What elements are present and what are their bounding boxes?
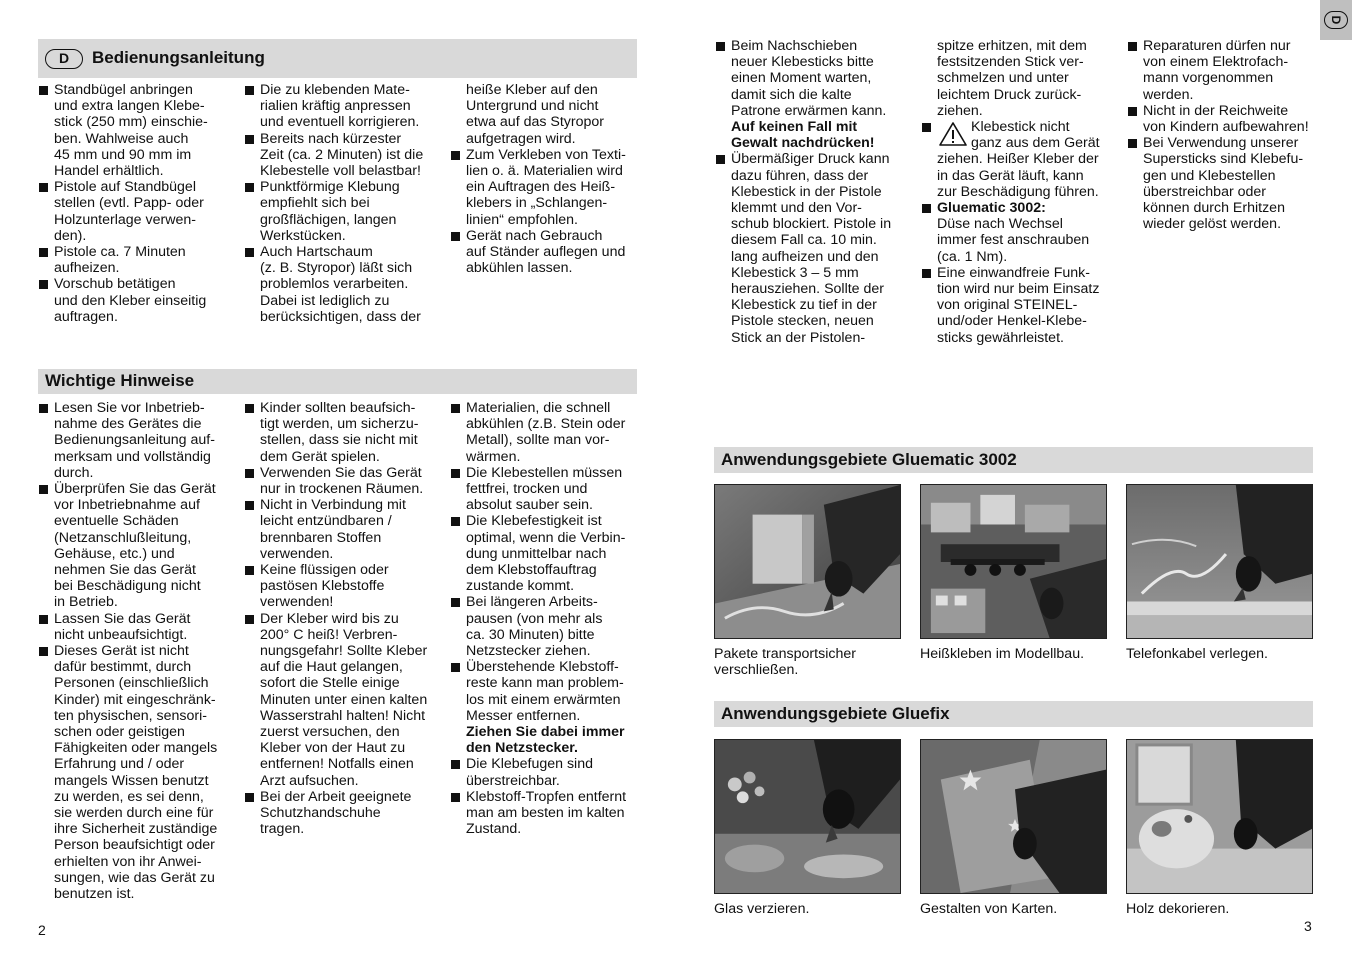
photo-caption: Heißkleben im Modellbau. xyxy=(920,646,1085,662)
section-header-gluematic xyxy=(714,447,1313,473)
list-item: Vorschub betätigen und den Kleber einseitig auftragen. xyxy=(39,276,229,325)
bold-warning-text: Auf keinen Fall mit Gewalt nachdrücken! xyxy=(731,119,875,152)
list-item: Gerät nach Gebrauch auf Ständer auflegen und abkühlen lassen. xyxy=(451,228,641,277)
list-item: Klebstoff-Tropfen entfernt man am besten im kalten Zustand. xyxy=(451,789,646,838)
language-badge: D xyxy=(45,49,83,69)
list-item: Die Klebestellen müssen fettfrei, trocken und absolut sauber sein. xyxy=(451,465,646,514)
page-number-left: 2 xyxy=(38,922,46,938)
right-text-column-2 xyxy=(922,38,1122,346)
bullet-square-icon xyxy=(39,615,48,624)
bullet-square-icon xyxy=(39,404,48,413)
list-item: Eine einwandfreie Funk- tion wird nur beim Einsatz von original STEINEL- und/oder Henkel-Klebe- sticks gewährleistet. xyxy=(922,265,1122,346)
section-header-bedienungsanleitung xyxy=(38,39,637,78)
list-item: Dieses Gerät ist nicht dafür bestimmt, durch Personen (einschließlich Kinder) mit eingeschränk- ten physischen, sensori- schen oder geistigen Fähigkeiten oder mangels Erfahrung und / oder mangels Wissen benutzt zu werden, es sei denn, sie werden durch eine für ihre Sicherheit zuständige Person beaufsichtigt oder erhielten von ihr Anwei- sungen, wie das Gerät zu benutzen ist. xyxy=(39,643,234,902)
bullet-square-icon xyxy=(245,183,254,192)
list-item: Lesen Sie vor Inbetrieb- nahme des Gerätes die Bedienungsanleitung auf- merksam und vollständig durch. xyxy=(39,400,234,481)
photo-card-design xyxy=(920,739,1107,894)
side-tab-letter: D xyxy=(1324,11,1348,29)
continued-text: heiße Kleber auf den Untergrund und nicht etwa auf das Styropor aufgetragen wird. xyxy=(466,82,605,147)
list-item: Bei längeren Arbeits- pausen (von mehr als ca. 30 Minuten) bitte Netzstecker ziehen. xyxy=(451,594,646,659)
bullet-square-icon xyxy=(922,123,931,132)
bullet-square-icon xyxy=(245,615,254,624)
list-item: Keine flüssigen oder pastösen Klebstoffe verwenden! xyxy=(245,562,440,611)
bullet-square-icon xyxy=(451,404,460,413)
section-header-wichtige-hinweise xyxy=(38,369,637,394)
photo-parcel-sealing xyxy=(714,484,901,639)
bullet-square-icon xyxy=(39,280,48,289)
page-number-right: 3 xyxy=(1304,918,1312,934)
list-item: Überprüfen Sie das Gerät vor Inbetriebnahme auf eventuelle Schäden (Netzanschlußleitung, Gehäuse, etc.) und nehmen Sie das Gerät bei Beschädigung nicht in Betrieb. xyxy=(39,481,234,611)
list-item: Bei der Arbeit geeignete Schutzhandschuhe tragen. xyxy=(245,789,440,838)
bullet-square-icon xyxy=(1128,139,1137,148)
bold-label: Gluematic 3002: xyxy=(937,200,1046,217)
list-item: Punktförmige Klebung empfiehlt sich bei großflächigen, langen Werkstücken. xyxy=(245,179,440,244)
photo-telephone-cable xyxy=(1126,484,1313,639)
section-title: Bedienungsanleitung xyxy=(92,48,265,68)
photo-wood-decoration xyxy=(1126,739,1313,894)
bullet-square-icon xyxy=(39,86,48,95)
list-item: Materialien, die schnell abkühlen (z.B. Stein oder Metall), sollte man vor- wärmen. xyxy=(451,400,646,465)
right-text-column-1 xyxy=(716,38,916,346)
section-title: Anwendungsgebiete Gluematic 3002 xyxy=(721,449,1017,469)
bullet-square-icon xyxy=(451,232,460,241)
bullet-square-icon xyxy=(1128,107,1137,116)
bullet-square-icon xyxy=(245,566,254,575)
bullet-square-icon xyxy=(245,135,254,144)
bullet-square-icon xyxy=(451,598,460,607)
list-item: Nicht in Verbindung mit leicht entzündbaren / brennbaren Stoffen verwenden. xyxy=(245,497,440,562)
photo-glass-decoration xyxy=(714,739,901,894)
bullet-square-icon xyxy=(39,485,48,494)
side-language-tab xyxy=(1320,0,1352,40)
photo-model-building xyxy=(920,484,1107,639)
section-title: Wichtige Hinweise xyxy=(45,371,195,391)
instructions-column-3 xyxy=(451,82,641,276)
bullet-square-icon xyxy=(39,183,48,192)
list-item: Nicht in der Reichweite von Kindern aufbewahren! xyxy=(1128,103,1323,135)
list-item: Die Klebefestigkeit ist optimal, wenn die Verbin- dung unmittelbar nach dem Klebstoffauftrag zustande kommt. xyxy=(451,513,646,594)
bullet-square-icon xyxy=(39,248,48,257)
list-item: Die zu klebenden Mate- rialien kräftig anpressen und eventuell korrigieren. xyxy=(245,82,440,131)
list-item: Lassen Sie das Gerät nicht unbeaufsichtigt. xyxy=(39,611,234,643)
bullet-square-icon xyxy=(451,469,460,478)
bullet-square-icon xyxy=(245,86,254,95)
section-title: Anwendungsgebiete Gluefix xyxy=(721,703,950,723)
bullet-square-icon xyxy=(245,469,254,478)
bullet-square-icon xyxy=(451,793,460,802)
list-item: Pistole ca. 7 Minuten aufheizen. xyxy=(39,244,229,276)
bullet-square-icon xyxy=(451,760,460,769)
list-item: Reparaturen dürfen nur von einem Elektrofach- mann vorgenommen werden. xyxy=(1128,38,1323,103)
list-item: Die Klebefugen sind überstreichbar. xyxy=(451,756,646,788)
list-item: Verwenden Sie das Gerät nur in trockenen Räumen. xyxy=(245,465,440,497)
bullet-square-icon xyxy=(922,269,931,278)
list-item: Bei Verwendung unserer Supersticks sind Klebefu- gen und Klebestellen überstreichbar oder können durch Erhitzen wieder gelöst werden. xyxy=(1128,135,1323,232)
instructions-column-2 xyxy=(245,82,440,325)
bullet-square-icon xyxy=(922,204,931,213)
safety-column-2 xyxy=(245,400,440,837)
section-header-gluefix xyxy=(714,701,1313,727)
safety-column-1 xyxy=(39,400,234,902)
list-item: Kinder sollten beaufsich- tigt werden, um sicherzu- stellen, dass sie nicht mit dem Gerät spielen. xyxy=(245,400,440,465)
safety-column-3 xyxy=(451,400,646,837)
bullet-square-icon xyxy=(451,151,460,160)
continued-text: spitze erhitzen, mit dem festsitzenden Stick ver- schmelzen und unter leichtem Druck zurück- ziehen. xyxy=(937,38,1087,119)
list-item: Auch Hartschaum (z. B. Styropor) läßt sich problemlos verarbeiten. Dabei ist lediglich zu berücksichtigen, dass der xyxy=(245,244,440,325)
bullet-square-icon xyxy=(716,42,725,51)
photo-caption: Glas verzieren. xyxy=(714,901,810,917)
instructions-column-1 xyxy=(39,82,229,325)
photo-caption: Telefonkabel verlegen. xyxy=(1126,646,1268,662)
bullet-square-icon xyxy=(245,501,254,510)
list-item: Zum Verkleben von Texti- lien o. ä. Materialien wird ein Auftragen des Heiß- klebers in „Schlangen- linien“ empfohlen. xyxy=(451,147,641,228)
right-text-column-3 xyxy=(1128,38,1323,232)
list-item: Gluematic 3002: Düse nach Wechsel immer fest anschrauben (ca. 1 Nm). xyxy=(922,200,1122,265)
list-item: Der Kleber wird bis zu 200° C heiß! Verbren- nungsgefahr! Sollte Kleber auf die Haut gelangen, sofort die Stelle einige Minuten unter einen kalten Wasserstrahl halten! Nicht zuerst versuchen, den Kleber von der Haut zu entfernen! Notfalls einen Arzt aufsuchen. xyxy=(245,611,440,789)
list-item: Standbügel anbringen und extra langen Klebe- stick (250 mm) einschie- ben. Wahlweise auch 45 mm und 90 mm im Handel erhältlich. xyxy=(39,82,229,179)
bullet-square-icon xyxy=(245,248,254,257)
list-item-warning: Klebestick nicht ganz aus dem Gerät ziehen. Heißer Kleber der in das Gerät läuft, kann zur Beschädigung führen. xyxy=(922,119,1122,200)
photo-caption: Gestalten von Karten. xyxy=(920,901,1058,917)
list-item: Pistole auf Standbügel stellen (evtl. Papp- oder Holzunterlage verwen- den). xyxy=(39,179,229,244)
list-item: Bereits nach kürzester Zeit (ca. 2 Minuten) ist die Klebestelle voll belastbar! xyxy=(245,131,440,180)
bullet-square-icon xyxy=(451,517,460,526)
warning-triangle-icon xyxy=(938,121,968,147)
bullet-square-icon xyxy=(245,793,254,802)
bullet-square-icon xyxy=(1128,42,1137,51)
list-item: Überstehende Klebstoff- reste kann man problem- los mit einem erwärmten Messer entfernen. Ziehen Sie dabei immer den Netzstecker. xyxy=(451,659,646,756)
list-item: Übermäßiger Druck kann dazu führen, dass der Klebestick in der Pistole klemmt und den Vor- schub blockiert. Pistole in diesem Fall ca. 10 min. lang aufheizen und den Klebestick 3 – 5 mm herausziehen. Sollte der Klebestick zu tief in der Pistole stecken, neuen Stick an der Pistolen- xyxy=(716,151,916,345)
bullet-square-icon xyxy=(451,663,460,672)
bullet-square-icon xyxy=(39,647,48,656)
list-item: Beim Nachschieben neuer Klebesticks bitte einen Moment warten, damit sich die kalte Patrone erwärmen kann. Auf keinen Fall mit Gewalt nachdrücken! xyxy=(716,38,916,151)
photo-caption: Pakete transportsicher verschließen. xyxy=(714,646,856,679)
bold-warning-text: Ziehen Sie dabei immer den Netzstecker. xyxy=(466,724,625,757)
bullet-square-icon xyxy=(245,404,254,413)
bullet-square-icon xyxy=(716,155,725,164)
photo-caption: Holz dekorieren. xyxy=(1126,901,1230,917)
